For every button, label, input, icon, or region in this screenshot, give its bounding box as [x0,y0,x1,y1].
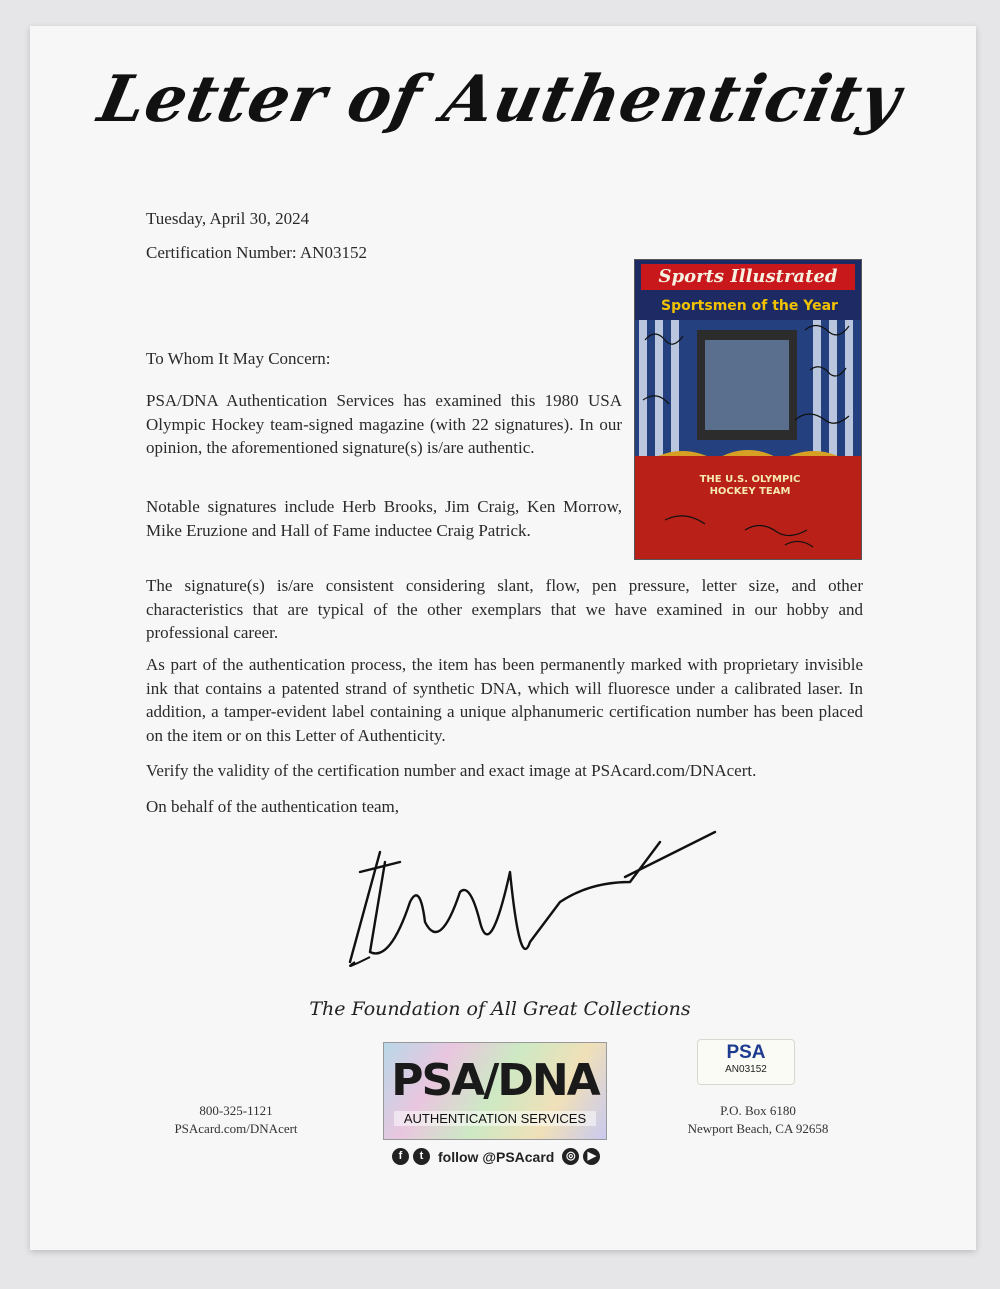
social-handle: follow @PSAcard [438,1148,555,1165]
facebook-icon[interactable]: f [392,1148,409,1165]
autographs-graphic [635,260,861,559]
certification-label [697,1039,795,1085]
paragraph-closing: On behalf of the authentication team, [146,797,400,816]
certification-number: Certification Number: AN03152 [146,243,367,262]
paragraph-consistency: The signature(s) is/are consistent considering slant, flow, pen pressure, letter size, and other characteristics that are typical of the other exemplars that we have examined in our hobby and professional career. [146,576,863,642]
magazine-cover-line: THE U.S. OLYMPIC HOCKEY TEAM [699,474,801,497]
authenticator-signature [330,812,730,972]
contact-left [156,1102,316,1138]
magazine-headline: Sportsmen of the Year [661,298,838,314]
po-box: P.O. Box 6180 [720,1103,796,1118]
label-brand: PSA [726,1042,766,1063]
psa-dna-logo-text: PSA/DNA [391,1055,599,1106]
paragraph-examination: PSA/DNA Authentication Services has examined this 1980 USA Olympic Hockey team-signed magazine (with 22 signatures). In our opinion, the aforementioned signature(s) is/are authentic. [146,391,622,457]
magazine-cover-image [634,259,862,560]
twitter-icon[interactable]: t [413,1148,430,1165]
youtube-icon[interactable]: ▶ [583,1148,600,1165]
letter-title: Letter of Authenticity [92,62,908,137]
paragraph-notable-signatures: Notable signatures include Herb Brooks, Jim Craig, Ken Morrow, Mike Eruzione and Hall of Fame inductee Craig Patrick. [146,497,622,540]
label-cert-number: AN03152 [725,1064,767,1075]
paragraph-verify: Verify the validity of the certification number and exact image at PSAcard.com/DNAcert. [146,761,757,780]
social-links [392,1148,600,1165]
letter-date: Tuesday, April 30, 2024 [146,209,310,228]
magazine-masthead: Sports Illustrated [641,264,855,290]
city-address: Newport Beach, CA 92658 [687,1121,829,1136]
contact-right [668,1102,848,1138]
website-link: PSAcard.com/DNAcert [174,1121,298,1136]
phone-number: 800-325-1121 [199,1103,273,1118]
instagram-icon[interactable]: ◎ [562,1148,579,1165]
psa-dna-logo-subtitle: AUTHENTICATION SERVICES [394,1111,596,1126]
salutation: To Whom It May Concern: [146,349,331,368]
psa-dna-hologram-logo [383,1042,607,1140]
tagline: The Foundation of All Great Collections [309,998,691,1020]
paragraph-process: As part of the authentication process, the item has been permanently marked with proprietary invisible ink that contains a patented strand of synthetic DNA, which will fluoresce under a calibrated laser. In addition, a tamper-evident label containing a unique alphanumeric certification number has been placed on the item or on this Letter of Authenticity. [146,655,863,745]
